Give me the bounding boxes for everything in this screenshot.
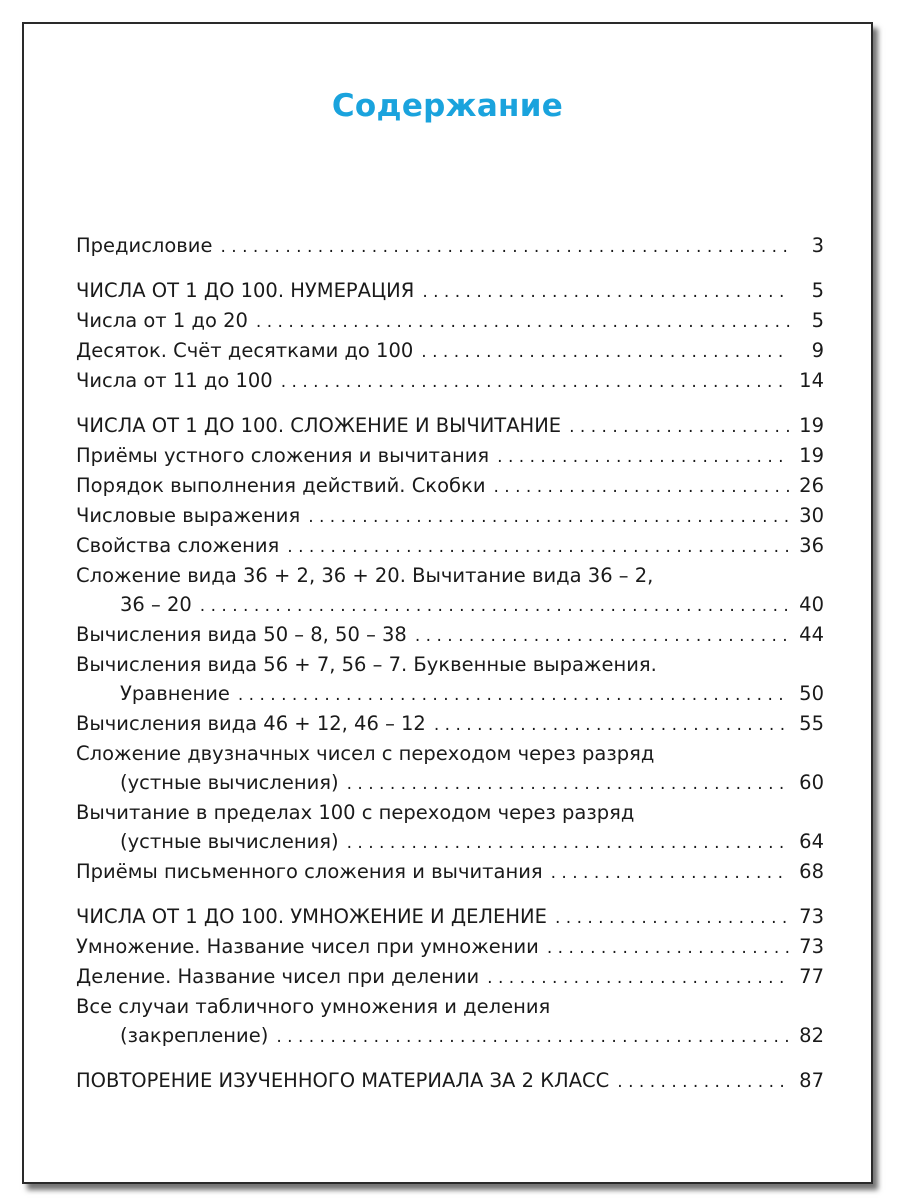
dot-leader xyxy=(551,861,790,885)
toc-entry-page: 73 xyxy=(799,905,824,928)
toc-entry[interactable] xyxy=(76,623,824,647)
toc-entry-label: Вычитание в пределах 100 с переходом через разряд xyxy=(76,801,635,824)
dot-leader xyxy=(617,1070,790,1094)
toc-entry-label: Приёмы устного сложения и вычитания xyxy=(76,444,490,467)
dot-leader xyxy=(347,772,790,796)
dot-leader xyxy=(421,340,790,364)
toc-entry-label-continued: (устные вычисления) xyxy=(120,830,339,853)
toc-entry-page: 82 xyxy=(799,1024,824,1047)
page-title: Содержание xyxy=(331,88,564,124)
toc-section-heading[interactable] xyxy=(76,414,824,438)
dot-leader xyxy=(497,445,790,469)
toc-entry-label: Десяток. Счёт десятками до 100 xyxy=(76,339,414,362)
dot-leader xyxy=(308,505,790,529)
toc-entry-page: 30 xyxy=(799,504,824,527)
dot-leader xyxy=(276,1025,790,1049)
dot-leader xyxy=(494,475,791,499)
dot-leader xyxy=(238,683,790,707)
toc-entry[interactable] xyxy=(76,564,824,617)
toc-entry-page: 3 xyxy=(811,234,824,257)
toc-entry-page: 73 xyxy=(799,935,824,958)
toc-entry[interactable] xyxy=(76,935,824,959)
toc-entry[interactable] xyxy=(76,474,824,498)
dot-leader xyxy=(555,906,790,930)
toc-entry[interactable] xyxy=(76,801,824,854)
toc-entry-label: Вычисления вида 46 + 12, 46 – 12 xyxy=(76,712,426,735)
toc-entry-label: Приёмы письменного сложения и вычитания xyxy=(76,860,543,883)
toc-entry-label: ЧИСЛА ОТ 1 ДО 100. НУМЕРАЦИЯ xyxy=(76,279,415,302)
page-sheet xyxy=(22,22,873,1184)
toc-section-heading[interactable] xyxy=(76,279,824,303)
toc-entry[interactable] xyxy=(76,444,824,468)
toc-entry-page: 36 xyxy=(799,534,824,557)
toc-entry[interactable] xyxy=(76,339,824,363)
toc-entry[interactable] xyxy=(76,860,824,884)
dot-leader xyxy=(220,235,790,259)
toc-section-heading[interactable] xyxy=(76,905,824,929)
toc-entry-page: 9 xyxy=(811,339,824,362)
dot-leader xyxy=(200,594,790,618)
dot-leader xyxy=(281,370,790,394)
toc-entry-label: Числа от 11 до 100 xyxy=(76,369,273,392)
toc-entry-page: 60 xyxy=(799,771,824,794)
dot-leader xyxy=(487,966,790,990)
dot-leader xyxy=(347,831,790,855)
toc-entry-page: 64 xyxy=(799,830,824,853)
toc-entry[interactable] xyxy=(76,234,824,258)
dot-leader xyxy=(547,936,790,960)
toc-entry-label: Числовые выражения xyxy=(76,504,301,527)
dot-leader xyxy=(256,310,790,334)
toc-entry-page: 40 xyxy=(799,593,824,616)
dot-leader xyxy=(569,415,790,439)
toc-entry-label: Умножение. Название чисел при умножении xyxy=(76,935,539,958)
dot-leader xyxy=(415,624,790,648)
toc-entry[interactable] xyxy=(76,742,824,795)
dot-leader xyxy=(434,713,790,737)
toc-entry-page: 44 xyxy=(799,623,824,646)
toc-entry-page: 19 xyxy=(799,414,824,437)
toc-entry-label: Порядок выполнения действий. Скобки xyxy=(76,474,486,497)
toc-entry-label: ЧИСЛА ОТ 1 ДО 100. СЛОЖЕНИЕ И ВЫЧИТАНИЕ xyxy=(76,414,562,437)
toc-entry[interactable] xyxy=(76,995,824,1048)
toc-entry[interactable] xyxy=(76,534,824,558)
toc-entry-page: 87 xyxy=(799,1069,824,1092)
toc-entry-page: 19 xyxy=(799,444,824,467)
toc-entry-label: Сложение двузначных чисел с переходом через разряд xyxy=(76,742,655,765)
toc-entry-page: 26 xyxy=(799,474,824,497)
toc-section-heading[interactable] xyxy=(76,1069,824,1093)
dot-leader xyxy=(287,535,790,559)
toc-entry-page: 5 xyxy=(811,309,824,332)
toc-entry[interactable] xyxy=(76,653,824,706)
toc-entry[interactable] xyxy=(76,369,824,393)
toc-entry-label: Вычисления вида 56 + 7, 56 – 7. Буквенные выражения. xyxy=(76,653,657,676)
toc-entry-page: 14 xyxy=(799,369,824,392)
toc-entry-label: Все случаи табличного умножения и деления xyxy=(76,995,551,1018)
toc-entry-page: 77 xyxy=(799,965,824,988)
table-of-contents xyxy=(76,234,824,1093)
toc-entry-label: Свойства сложения xyxy=(76,534,280,557)
toc-entry-label-continued: 36 – 20 xyxy=(120,593,192,616)
toc-entry[interactable] xyxy=(76,504,824,528)
toc-entry[interactable] xyxy=(76,712,824,736)
toc-entry-label: Сложение вида 36 + 2, 36 + 20. Вычитание вида 36 – 2, xyxy=(76,564,654,587)
toc-entry-page: 55 xyxy=(799,712,824,735)
toc-entry-label: Числа от 1 до 20 xyxy=(76,309,248,332)
toc-entry[interactable] xyxy=(76,309,824,333)
dot-leader xyxy=(422,280,790,304)
toc-entry-label: ЧИСЛА ОТ 1 ДО 100. УМНОЖЕНИЕ И ДЕЛЕНИЕ xyxy=(76,905,547,928)
toc-entry-label: Предисловие xyxy=(76,234,213,257)
toc-entry-label: Вычисления вида 50 – 8, 50 – 38 xyxy=(76,623,407,646)
toc-entry-label-continued: (устные вычисления) xyxy=(120,771,339,794)
toc-entry-label: Деление. Название чисел при делении xyxy=(76,965,480,988)
toc-entry-page: 5 xyxy=(811,279,824,302)
toc-entry-page: 50 xyxy=(799,682,824,705)
toc-entry-label-continued: Уравнение xyxy=(120,682,230,705)
toc-entry-label: ПОВТОРЕНИЕ ИЗУЧЕННОГО МАТЕРИАЛА ЗА 2 КЛАСС xyxy=(76,1069,610,1092)
toc-entry[interactable] xyxy=(76,965,824,989)
toc-entry-label-continued: (закрепление) xyxy=(120,1024,269,1047)
toc-entry-page: 68 xyxy=(799,860,824,883)
